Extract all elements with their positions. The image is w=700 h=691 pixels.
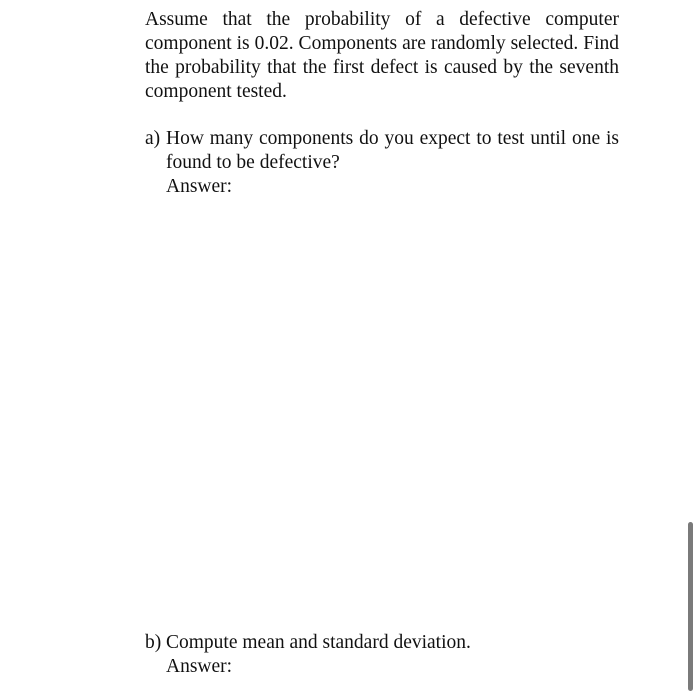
question-a-text: How many components do you expect to test until one is found to be defective?	[166, 128, 619, 173]
question-a-answer-label: Answer:	[166, 176, 233, 197]
vertical-scrollbar[interactable]	[688, 522, 693, 691]
question-a-label: a)	[145, 128, 161, 149]
question-b-label: b)	[145, 632, 162, 653]
question-b	[145, 631, 619, 679]
problem-statement: Assume that the probability of a defective computer component is 0.02. Components are randomly selected. Find the probability that the first defect is caused by the seventh component tested.	[145, 9, 619, 102]
question-a-line	[145, 127, 619, 175]
question-a	[145, 127, 619, 199]
question-b-line	[145, 631, 619, 655]
question-b-text: Compute mean and standard deviation.	[166, 632, 471, 653]
question-b-answer-label: Answer:	[166, 656, 233, 677]
